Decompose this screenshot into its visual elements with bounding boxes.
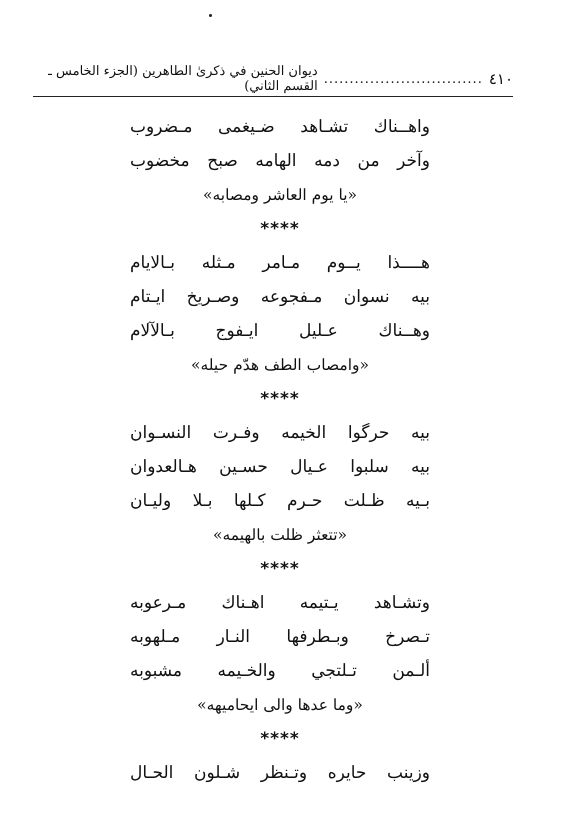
verse-line: وآخر من دمه الهامه صبح مخضوب bbox=[130, 151, 430, 171]
verse-line: بيه حرگوا الخيمه وفـرت النسـوان bbox=[130, 423, 430, 443]
verse-line: تـصرخ وبـطرفها النـار مـلهوبه bbox=[130, 627, 430, 647]
verse-line: ألـمن تـلتجي والخـيمه مشبوبه bbox=[130, 661, 430, 681]
verse-line: بيه سلبوا عـيال حسـين هـالعدوان bbox=[130, 457, 430, 477]
refrain-line: «وما عدها والى ايحاميهه» bbox=[197, 696, 363, 714]
header-leader-dots: ............................... bbox=[323, 71, 483, 87]
verse-line: بـيه ظـلت حـرم كـلها بـلا وليـان bbox=[130, 491, 430, 511]
verse-line: وهــناك عـليل ايـفوج بـالآلام bbox=[130, 321, 430, 341]
verse-line: هــــذا يــوم مـامر مـثله بـالايام bbox=[130, 253, 430, 273]
refrain-line: «يا يوم العاشر ومصابه» bbox=[202, 186, 358, 204]
verse-line: وزينب حايره وتـنظر شـلون الحـال bbox=[130, 763, 430, 783]
refrain-line: «وامصاب الطف هدّم حيله» bbox=[191, 356, 369, 374]
verse-line: بيه نسوان مـفجوعه وصـريخ ايـتام bbox=[130, 287, 430, 307]
stanza-separator: **** bbox=[260, 389, 300, 409]
stanza-separator: **** bbox=[260, 219, 300, 239]
verse-line: واهــناك تشـاهد ضـيغمى مـضروب bbox=[130, 117, 430, 137]
header-rule bbox=[33, 96, 513, 97]
poem-body bbox=[130, 110, 430, 790]
page-dot-mark bbox=[209, 14, 212, 17]
stanza-separator: **** bbox=[260, 559, 300, 579]
page-number: ٤١٠ bbox=[488, 70, 513, 88]
verse-line: وتشـاهد يـتيمه اهـناك مـرعوبه bbox=[130, 593, 430, 613]
refrain-line: «تتعثر ظلت بالهيمه» bbox=[212, 526, 348, 544]
stanza-separator: **** bbox=[260, 729, 300, 749]
header-title: ديوان الحنين في ذكرىٰ الطاهرين (الجزء الخامس ـ القسم الثاني) bbox=[48, 64, 318, 94]
running-header bbox=[33, 64, 513, 94]
